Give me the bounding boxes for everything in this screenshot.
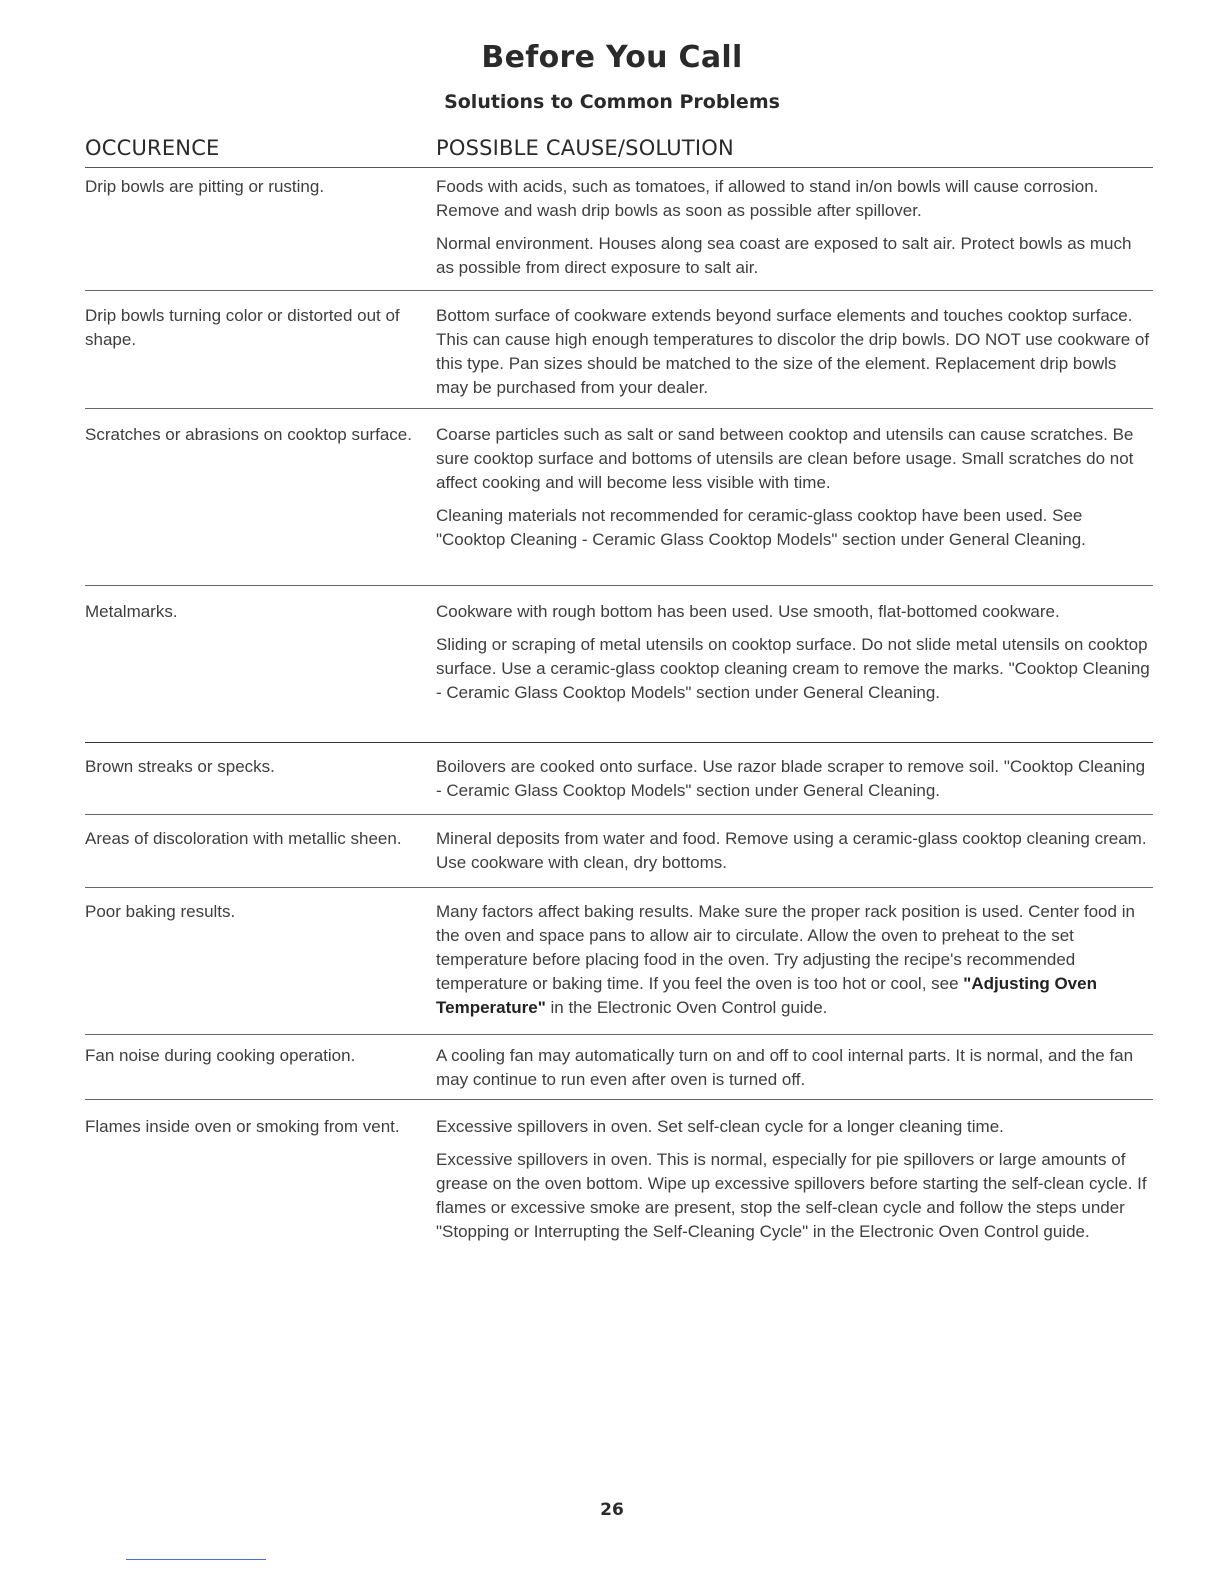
footer-line (126, 1559, 266, 1560)
solution-paragraph: Coarse particles such as salt or sand between cooktop and utensils can cause scratches. Be sure cooktop surface and bottoms of utensils are clean before usage. Small scratches do not affect cooking and will become less visible with time. (436, 425, 1134, 492)
occurence-cell: Poor baking results. (85, 902, 236, 921)
occurence-cell: Areas of discoloration with metallic sheen. (85, 829, 402, 848)
solution-paragraph: Mineral deposits from water and food. Remove using a ceramic-glass cooktop cleaning cream. Use cookware with clean, dry bottoms. (436, 829, 1147, 872)
page-number: 26 (600, 1500, 624, 1520)
occurence-cell: Scratches or abrasions on cooktop surface. (85, 425, 412, 444)
solution-paragraph: Cookware with rough bottom has been used. Use smooth, flat-bottomed cookware. (436, 602, 1060, 621)
solution-paragraph: Excessive spillovers in oven. Set self-clean cycle for a longer cleaning time. (436, 1117, 1004, 1136)
solution-paragraph: Foods with acids, such as tomatoes, if allowed to stand in/on bowls will cause corrosion. Remove and wash drip bowls as soon as possible after spillover. (436, 177, 1099, 220)
solution-cell (436, 409, 1153, 585)
solution-paragraph: Bottom surface of cookware extends beyond surface elements and touches cooktop surface. This can cause high enough temperatures to discolor the drip bowls. DO NOT use cookware of this type. Pan sizes should be matched to the size of the element. Replacement drip bowls may be purchased from your dealer. (436, 306, 1150, 397)
column-header-occurence: OCCURENCE (85, 136, 220, 160)
table-row (85, 1100, 1153, 1280)
solution-paragraph: Sliding or scraping of metal utensils on cooktop surface. Do not slide metal utensils on cooktop surface. Use a ceramic-glass cooktop cleaning cream to remove the marks. "Cooktop Cleaning - Ceramic Glass Cooktop Models" section under General Cleaning. (436, 635, 1150, 702)
solution-text: Many factors affect baking results. Make sure the proper rack position is used. Center food in the oven and space pans to allow air to circulate. Allow the oven to preheat to the set temperature before placing food in the oven. Try adjusting the recipe's recommended temperature or baking time. If you feel the oven is too hot or cool, see (436, 902, 1135, 993)
solution-paragraph: Normal environment. Houses along sea coast are exposed to salt air. Protect bowls as much as possible from direct exposure to salt air. (436, 234, 1132, 277)
solution-cell (436, 743, 1153, 814)
table-row (85, 291, 1153, 409)
solution-paragraph (436, 900, 1153, 1020)
occurence-cell: Drip bowls turning color or distorted out of shape. (85, 306, 400, 349)
solution-cell (436, 888, 1153, 1034)
occurence-cell: Brown streaks or specks. (85, 757, 275, 776)
table-row (85, 168, 1153, 291)
table-row (85, 409, 1153, 586)
occurence-cell: Drip bowls are pitting or rusting. (85, 177, 325, 196)
page-subtitle: Solutions to Common Problems (444, 91, 780, 113)
occurence-cell: Metalmarks. (85, 602, 178, 621)
table-row (85, 586, 1153, 743)
solution-cell (436, 1035, 1153, 1099)
solution-cell (436, 1100, 1153, 1280)
table-row (85, 815, 1153, 888)
occurence-cell: Flames inside oven or smoking from vent. (85, 1117, 400, 1136)
solution-paragraph: Cleaning materials not recommended for ceramic-glass cooktop have been used. See "Cooktop Cleaning - Ceramic Glass Cooktop Models" section under General Cleaning. (436, 506, 1086, 549)
solution-cell (436, 291, 1153, 408)
table-row (85, 888, 1153, 1035)
solution-cell (436, 586, 1153, 742)
solution-emphasis: "Adjusting Oven Temperature" (436, 974, 1097, 1017)
page-title: Before You Call (481, 40, 743, 75)
table-row (85, 743, 1153, 815)
solution-paragraph: Excessive spillovers in oven. This is normal, especially for pie spillovers or large amounts of grease on the oven bottom. Wipe up excessive spillovers before starting the self-clean cycle. If flames or excessive smoke are present, stop the self-clean cycle and follow the steps under "Stopping or Interrupting the Self-Cleaning Cycle" in the Electronic Oven Control guide. (436, 1150, 1147, 1241)
troubleshooting-table (85, 168, 1153, 1280)
solution-text: in the Electronic Oven Control guide. (545, 998, 828, 1017)
solution-paragraph: A cooling fan may automatically turn on and off to cool internal parts. It is normal, and the fan may continue to run even after oven is turned off. (436, 1046, 1134, 1089)
table-row (85, 1035, 1153, 1100)
solution-paragraph: Boilovers are cooked onto surface. Use razor blade scraper to remove soil. "Cooktop Cleaning - Ceramic Glass Cooktop Models" section under General Cleaning. (436, 757, 1146, 800)
solution-cell (436, 815, 1153, 887)
column-header-solution: POSSIBLE CAUSE/SOLUTION (436, 136, 734, 160)
occurence-cell: Fan noise during cooking operation. (85, 1046, 356, 1065)
solution-cell (436, 168, 1153, 290)
